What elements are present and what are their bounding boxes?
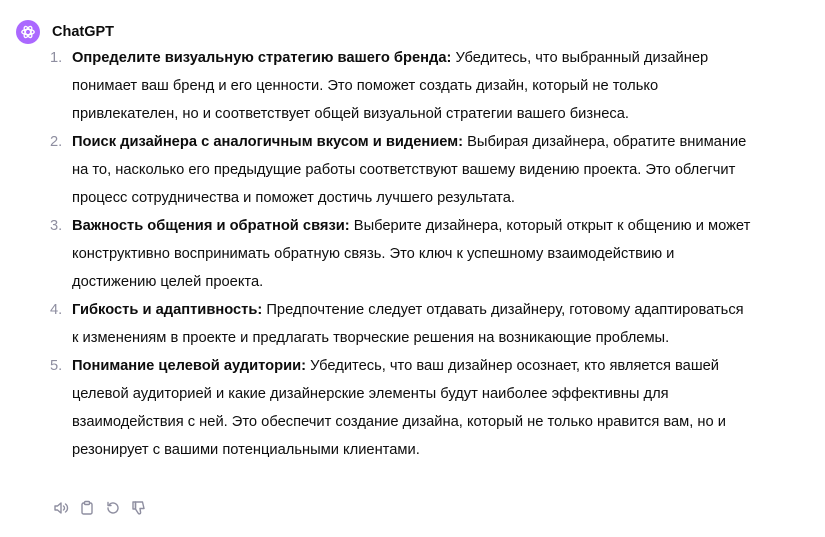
thumbs-down-button[interactable] [128,497,150,519]
list-item [50,296,752,352]
message-actions [50,497,150,519]
list-item-text: Предпочтение следует отдавать дизайнеру, готовому адаптироваться к изменениям в проекте и предлагать творческие решения на возникающие проблемы. [72,302,744,346]
list-item-text: Убедитесь, что выбранный дизайнер понимает ваш бренд и его ценности. Это поможет создать дизайн, который не только привлекателен, но и соответствует общей визуальной стратегии вашего бизнеса. [72,50,709,122]
speaker-icon [52,499,70,517]
regenerate-button[interactable] [102,497,124,519]
list-item [50,352,752,464]
list-item [50,212,752,296]
list-item-number: 2. [50,134,63,150]
list-item-number: 3. [50,218,63,234]
list-item-number: 4. [50,302,63,318]
list-item-title: Гибкость и адаптивность: [72,302,263,318]
list-item [50,128,752,212]
copy-button[interactable] [76,497,98,519]
list-item-text: Выберите дизайнера, который открыт к общению и может конструктивно воспринимать обратную связь. Это ключ к успешному взаимодействию и достижению целей проекта. [72,218,751,290]
message-author: ChatGPT [52,24,115,40]
regenerate-icon [104,499,122,517]
list-item [50,44,752,128]
copy-icon [78,499,96,517]
list-item-title: Поиск дизайнера с аналогичным вкусом и видением: [72,134,464,150]
list-item-number: 5. [50,358,63,374]
chatgpt-avatar [16,20,40,44]
list-item-title: Важность общения и обратной связи: [72,218,350,234]
answer-list [50,44,752,464]
list-item-title: Определите визуальную стратегию вашего бренда: [72,50,452,66]
list-item-text: Выбирая дизайнера, обратите внимание на то, насколько его предыдущие работы соответствуют вашему видению проекта. Это облегчит процесс сотрудничества и поможет достичь лучшего результата. [72,134,747,206]
list-item-title: Понимание целевой аудитории: [72,358,307,374]
list-item-text: Убедитесь, что ваш дизайнер осознает, кто является вашей целевой аудиторией и какие дизайнерские элементы будут наиболее эффективны для взаимодействия с ней. Это обеспечит создание дизайна, который не только нравится вам, но и резонирует с вашими потенциальными клиентами. [72,358,726,458]
read-aloud-button[interactable] [50,497,72,519]
openai-logo-icon [20,24,36,40]
thumbs-down-icon [130,499,148,517]
list-item-number: 1. [50,50,63,66]
